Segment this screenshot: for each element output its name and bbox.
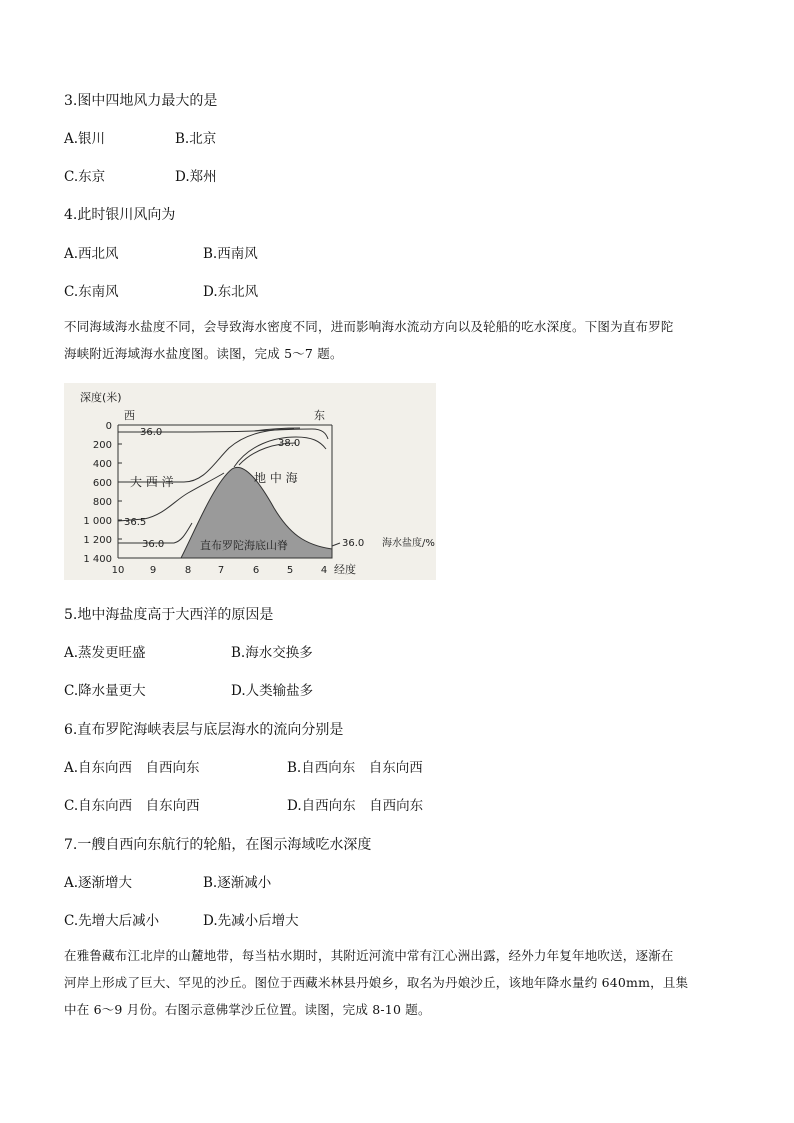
q5-option-b: B.海水交换多 [231,645,313,661]
q4-option-a: A.西北风 [64,246,119,262]
q6-option-d: D.自西向东 自西向东 [287,798,424,814]
q7-option-a: A.逐渐增大 [64,875,133,891]
q4-option-c: C.东南风 [64,284,119,300]
x-tick-4: 4 [320,565,328,576]
passage-sand-dune-line-1: 在雅鲁藏布江北岸的山麓地带，每当枯水期时，其附近河流中常有江心洲出露，经外力年复年地吹送，逐渐在 [64,948,674,963]
ridge-label: 直布罗陀海底山脊 [200,539,288,552]
x-tick-10: 10 [111,565,125,576]
y-tick-600: 600 [92,478,112,489]
question-6-stem: 6.直布罗陀海峡表层与底层海水的流向分别是 [64,722,344,738]
q3-option-a: A.银川 [64,131,106,147]
y-tick-1400: 1 400 [83,554,112,565]
x-tick-8: 8 [184,565,192,576]
west-label: 西 [124,409,135,422]
passage-salinity [64,313,732,367]
isohaline-label-36-5: 36.5 [124,517,147,528]
legend-sample-value: 36.0 [342,538,365,549]
question-7-stem: 7.一艘自西向东航行的轮船，在图示海域吃水深度 [64,837,372,853]
x-axis-label: 经度 [334,563,356,576]
passage-sand-dune-line-3: 中在 6～9 月份。右图示意佛掌沙丘位置。读图，完成 8-10 题。 [64,1002,431,1017]
q3-option-c: C.东京 [64,169,106,185]
y-tick-200: 200 [92,440,112,451]
q3-option-d: D.郑州 [175,169,217,185]
y-tick-1000: 1 000 [83,516,112,527]
q5-option-d: D.人类输盐多 [231,683,314,699]
q6-option-a: A.自东向西 自西向东 [64,760,200,776]
passage-salinity-line-1: 不同海域海水盐度不同，会导致海水密度不同，进而影响海水流动方向以及轮船的吃水深度。下图为直布罗陀 [64,319,674,334]
q3-option-b: B.北京 [175,131,217,147]
q7-option-d: D.先减小后增大 [203,913,299,929]
east-label: 东 [314,409,325,422]
legend-label: 海水盐度/% [382,538,435,549]
q4-option-d: D.东北风 [203,284,259,300]
isohaline-label-36-top: 36.0 [140,427,163,438]
passage-sand-dune [64,942,732,1023]
salinity-cross-section-figure [64,383,436,580]
isohaline-label-36-bottom: 36.0 [142,539,165,550]
mediterranean-label: 地 中 海 [254,471,298,485]
x-tick-9: 9 [149,565,157,576]
passage-salinity-line-2: 海峡附近海域海水盐度图。读图，完成 5～7 题。 [64,346,343,361]
y-tick-400: 400 [92,459,112,470]
q5-option-c: C.降水量更大 [64,683,146,699]
atlantic-label: 大 西 洋 [130,475,174,489]
q4-option-b: B.西南风 [203,246,258,262]
question-5-stem: 5.地中海盐度高于大西洋的原因是 [64,607,274,623]
y-tick-0: 0 [105,421,112,432]
q5-option-a: A.蒸发更旺盛 [64,645,146,661]
question-4-stem: 4.此时银川风向为 [64,207,176,223]
x-tick-7: 7 [217,565,225,576]
y-tick-1200: 1 200 [83,535,112,546]
q6-option-c: C.自东向西 自东向西 [64,798,200,814]
x-tick-6: 6 [252,565,260,576]
y-tick-800: 800 [92,497,112,508]
q7-option-c: C.先增大后减小 [64,913,160,929]
isohaline-label-38: 38.0 [278,438,301,449]
q6-option-b: B.自西向东 自东向西 [287,760,423,776]
x-tick-5: 5 [286,565,294,576]
q7-option-b: B.逐渐减小 [203,875,272,891]
passage-sand-dune-line-2: 河岸上形成了巨大、罕见的沙丘。图位于西藏米林县丹娘乡，取名为丹娘沙丘，该地年降水量约 640mm，且集 [64,975,689,990]
y-axis-label: 深度(米) [80,391,122,404]
question-3-stem: 3.图中四地风力最大的是 [64,93,218,109]
